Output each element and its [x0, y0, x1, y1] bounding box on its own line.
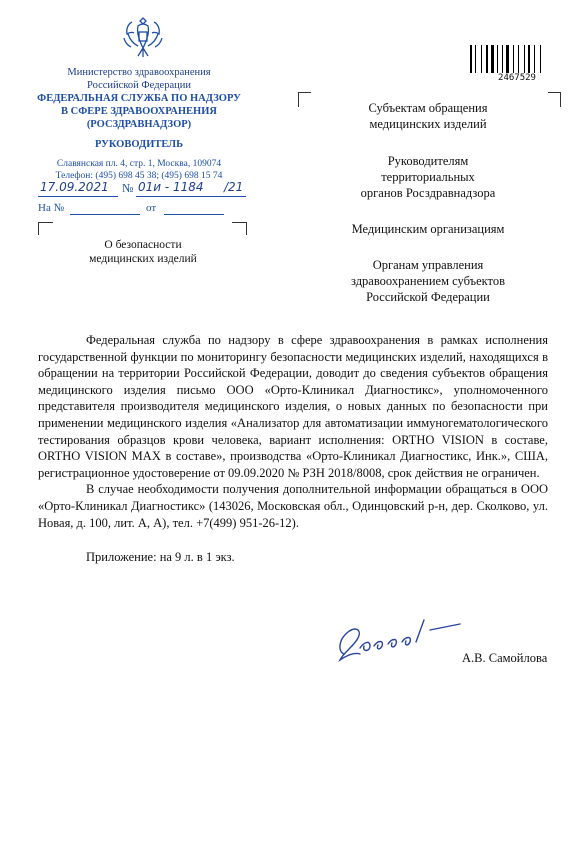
barcode-bar — [486, 45, 488, 73]
recipient-4-line-1: Органам управления — [372, 258, 484, 272]
barcode-bar — [491, 45, 494, 73]
recipient-2-line-3: органов Росздравнадзора — [360, 186, 496, 200]
agency-line-3: (РОСЗДРАВНАДЗОР) — [86, 119, 192, 130]
letter-body — [38, 332, 548, 566]
head-title: РУКОВОДИТЕЛЬ — [94, 139, 184, 150]
signature-name: А.В. Самойлова — [462, 651, 548, 665]
barcode-bar — [502, 45, 503, 73]
barcode-bar — [481, 45, 482, 73]
agency-line-1: ФЕДЕРАЛЬНАЯ СЛУЖБА ПО НАДЗОРУ — [37, 93, 241, 104]
letterhead — [20, 66, 258, 182]
recipient-3 — [310, 221, 546, 237]
ministry-line-2: Российской Федерации — [87, 80, 191, 91]
address: Славянская пл. 4, стр. 1, Москва, 109074 — [56, 159, 222, 169]
registration-date: 17.09.2021 — [40, 180, 109, 194]
barcode-bar — [534, 45, 535, 73]
signature-mark — [330, 612, 480, 672]
barcode-bar — [470, 45, 472, 73]
recipient-2 — [310, 153, 546, 201]
recipient-4 — [310, 257, 546, 305]
barcode-bar — [497, 45, 498, 73]
registration-line — [38, 180, 248, 198]
recipient-1 — [310, 100, 546, 132]
barcode-bar — [518, 45, 519, 73]
barcode-bar — [513, 45, 514, 73]
recipient-4-line-3: Российской Федерации — [366, 290, 490, 304]
body-paragraph-1: Федеральная служба по надзору в сфере здравоохранения в рамках исполнения государственной функции по мониторингу безопасности медицинских изделий, находящихся в обращении на территории Российской Федерации, доводит до сведения субъектов обращения медицинского изделия письмо ООО «Орто-Клиникал Диагностикс», уполномоченного представителя производителя медицинского изделия, о новых данных по безопасности при применении медицинского изделия «Анализатор для автоматизации иммуногематологического тестирования образцов крови человека, вариант исполнения: ORTHO VISION в составе, ORTHO VISION MAX в составе», производства «Орто-Клиникал Диагностикс, Инк.», США, регистрационное удостоверение от 09.09.2020 № РЗН 2018/8008, срок действия не ограничен. — [38, 333, 548, 480]
subject-line-1: О безопасности — [104, 239, 182, 251]
reference-no-label: На № — [38, 202, 65, 214]
recipient-2-line-1: Руководителям — [387, 154, 469, 168]
subject-line-2: медицинских изделий — [89, 253, 197, 265]
recipients-block — [310, 100, 546, 305]
barcode-bar — [475, 45, 476, 73]
reference-from-label: от — [146, 202, 157, 214]
barcode-bar — [506, 45, 509, 73]
registration-no-label: № — [122, 181, 134, 195]
body-paragraph-2: В случае необходимости получения дополнительной информации обращаться в ООО «Орто-Клиникал Диагностикс» (143026, Московская обл., Одинцовский р-н, дер. Сколково, ул. Новая, д. 100, лит. А, А), тел. +7(499) 951-26-12). — [38, 482, 548, 530]
attachment-note: Приложение: на 9 л. в 1 экз. — [86, 550, 235, 565]
barcode-bar — [524, 45, 525, 73]
registration-suffix: /21 — [224, 180, 244, 194]
reference-line — [38, 202, 258, 218]
barcode-bar — [528, 45, 530, 73]
agency-line-2: В СФЕРЕ ЗДРАВООХРАНЕНИЯ — [61, 106, 217, 117]
ministry-line-1: Министерство здравоохранения — [67, 67, 211, 78]
barcode-number: 2467529 — [498, 73, 536, 83]
subject — [40, 238, 246, 266]
coat-of-arms-icon — [118, 12, 168, 62]
recipient-3-line-1: Медицинским организациям — [351, 222, 505, 236]
recipient-1-line-2: медицинских изделий — [369, 117, 487, 131]
barcode — [470, 45, 564, 85]
recipient-2-line-2: территориальных — [381, 170, 475, 184]
barcode-bar — [540, 45, 541, 73]
phone: Телефон: (495) 698 45 38; (495) 698 15 74 — [55, 171, 223, 181]
recipient-1-line-1: Субъектам обращения — [368, 101, 488, 115]
registration-number: 01и - 1184 — [138, 180, 204, 194]
recipient-4-line-2: здравоохранением субъектов — [350, 274, 505, 288]
